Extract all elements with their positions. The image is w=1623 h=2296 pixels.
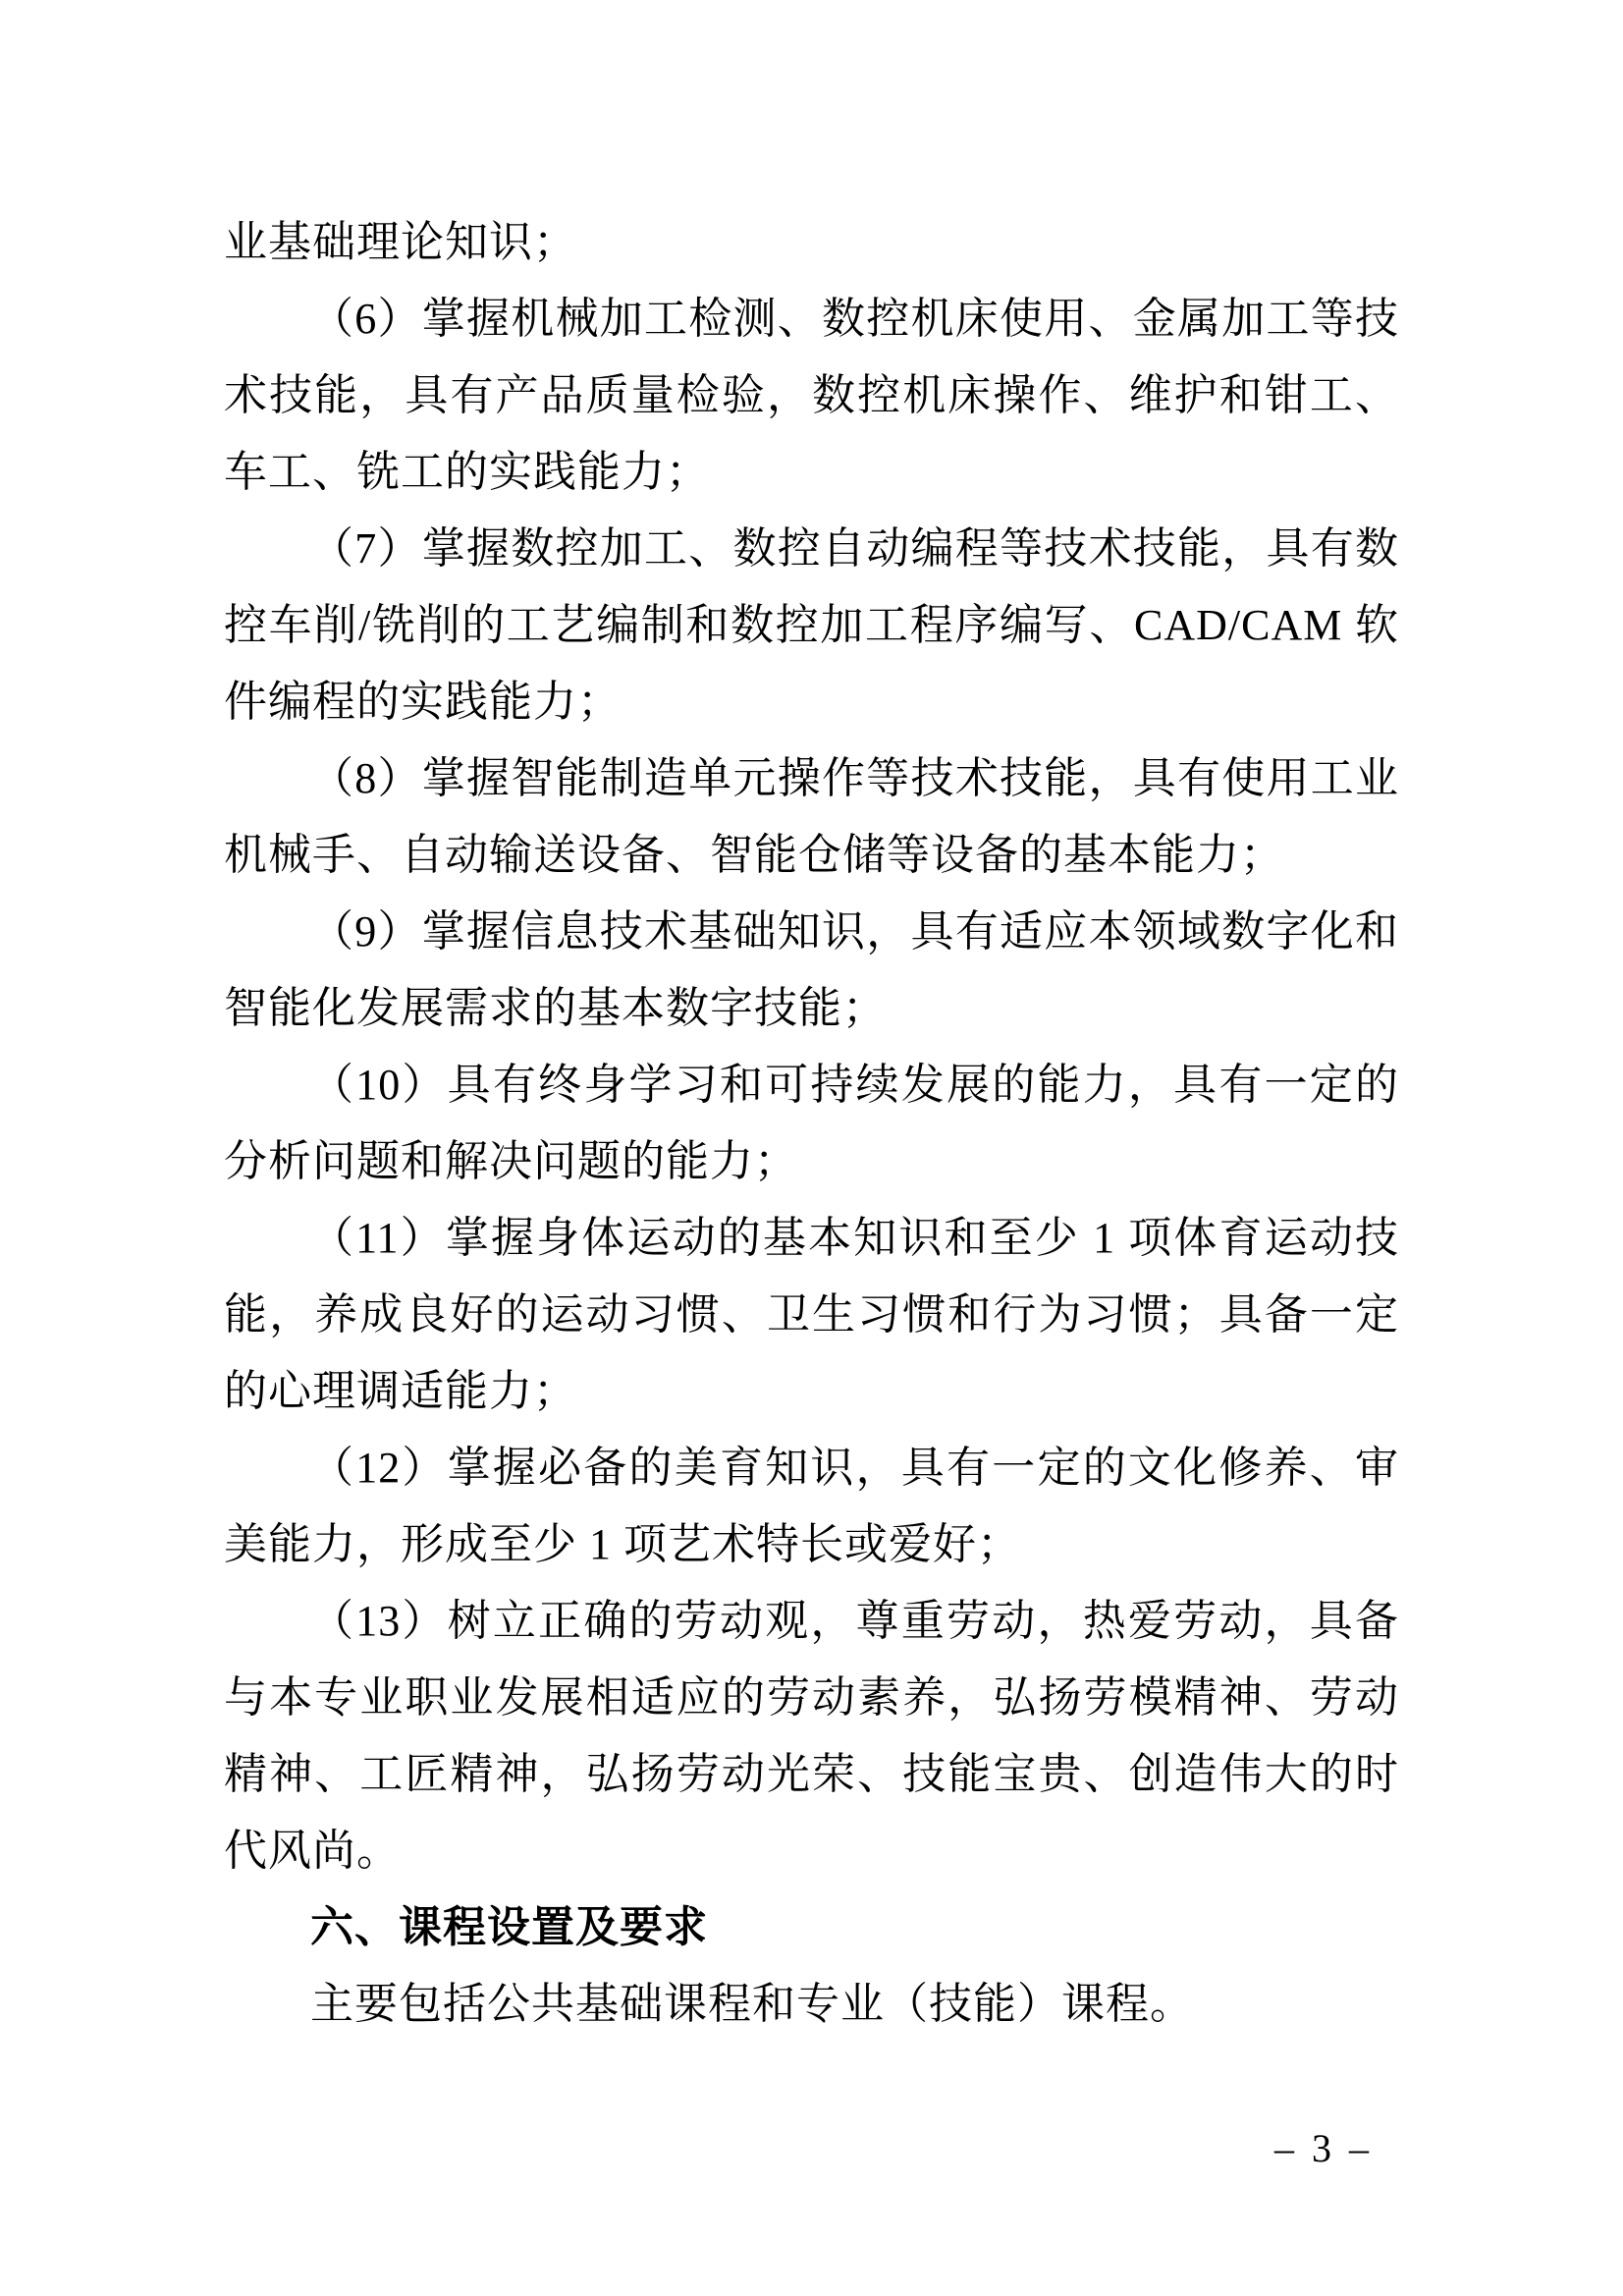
page-body <box>224 204 1399 2043</box>
paragraph-item-7: （7）掌握数控加工、数控自动编程等技术技能，具有数控车削/铣削的工艺编制和数控加工程序编写、CAD/CAM 软件编程的实践能力； <box>224 524 1399 726</box>
paragraph-item-10: （10）具有终身学习和可持续发展的能力，具有一定的分析问题和解决问题的能力； <box>224 1061 1399 1185</box>
paragraph-item-12: （12）掌握必备的美育知识，具有一定的文化修养、审美能力，形成至少 1 项艺术特长或爱好； <box>224 1444 1399 1568</box>
page-number: – 3 – <box>1274 2126 1373 2170</box>
paragraph-intro: 主要包括公共基础课程和专业（技能）课程。 <box>310 1980 1194 2028</box>
paragraph-continuation: 业基础理论知识； <box>224 218 577 266</box>
paragraph-item-6: （6）掌握机械加工检测、数控机床使用、金属加工等技术技能，具有产品质量检验，数控机床操作、维护和钳工、车工、铣工的实践能力； <box>224 295 1399 496</box>
paragraph-item-9: （9）掌握信息技术基础知识，具有适应本领域数字化和智能化发展需求的基本数字技能； <box>224 907 1399 1032</box>
section-heading: 六、课程设置及要求 <box>310 1903 708 1951</box>
paragraph-item-13: （13）树立正确的劳动观，尊重劳动，热爱劳动，具备与本专业职业发展相适应的劳动素养，弘扬劳模精神、劳动精神、工匠精神，弘扬劳动光荣、技能宝贵、创造伟大的时代风尚。 <box>224 1597 1399 1875</box>
paragraph-item-11: （11）掌握身体运动的基本知识和至少 1 项体育运动技能，养成良好的运动习惯、卫生习惯和行为习惯；具备一定的心理调适能力； <box>224 1214 1399 1415</box>
paragraph-item-8: （8）掌握智能制造单元操作等技术技能，具有使用工业机械手、自动输送设备、智能仓储等设备的基本能力； <box>224 754 1399 879</box>
